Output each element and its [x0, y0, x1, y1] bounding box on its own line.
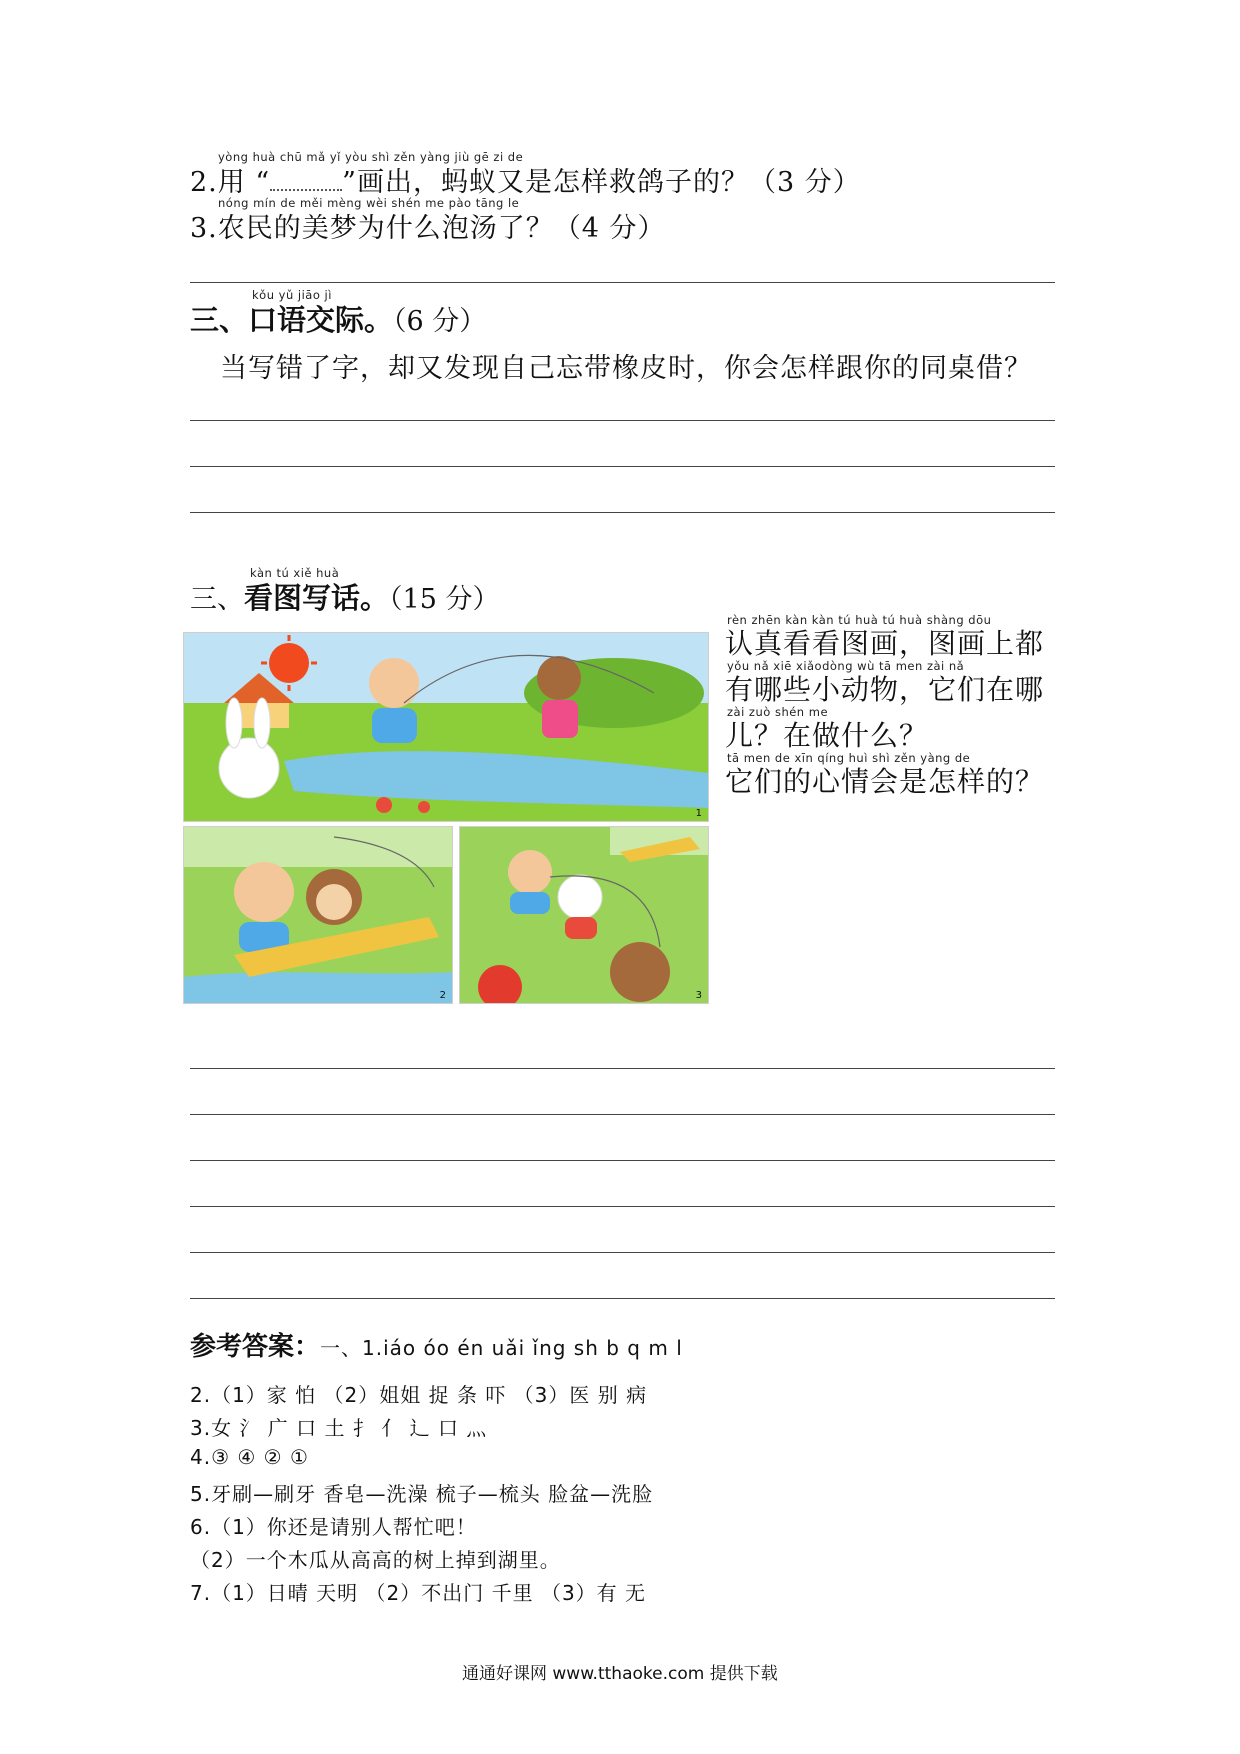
hint-line-3: 儿？在做什么？	[725, 719, 929, 752]
hint-pinyin-1: rèn zhēn kàn kàn tú huà tú huà shàng dōu	[727, 613, 992, 627]
answers-title: 参考答案：	[190, 1332, 321, 1362]
question-2-post: ”画出，蚂蚁又是怎样救鸽子的？（3 分）	[342, 167, 861, 198]
illustration-scene-2	[184, 827, 452, 1003]
panel-number: 2	[439, 990, 446, 1001]
writing-line	[190, 1160, 1055, 1161]
section-title: 看图写话。	[244, 581, 390, 615]
oral-pinyin: kǒu yǔ jiāo jì	[252, 288, 332, 302]
illustration-scene-1	[184, 633, 708, 821]
hint-line-2: 有哪些小动物，它们在哪	[725, 673, 1045, 706]
panel-number: 3	[695, 990, 702, 1001]
answer-line: （2）一个木瓜从高高的树上掉到湖里。	[190, 1548, 561, 1572]
picture-pinyin: kàn tú xiě huà	[250, 566, 340, 580]
panel-number: 1	[695, 808, 702, 819]
section-prefix: 三、	[190, 584, 244, 615]
hint-pinyin-4: tā men de xīn qíng huì shì zěn yàng de	[727, 751, 971, 765]
answer-line	[190, 420, 1055, 421]
answer-line: 6.（1）你还是请别人帮忙吧！	[190, 1515, 477, 1539]
answer-line: 7.（1）日晴 天明 （2）不出门 千里 （3）有 无	[190, 1581, 647, 1605]
section-title: 口语交际。	[248, 303, 394, 337]
hint-line-4: 它们的心情会是怎样的？	[725, 765, 1045, 798]
hint-pinyin-3: zài zuò shén me	[727, 705, 829, 719]
q2-pinyin: yòng huà chū mǎ yǐ yòu shì zěn yàng jiù gē zi de	[218, 150, 524, 164]
section-score: （6 分）	[393, 306, 487, 337]
illustration-scene-3	[460, 827, 708, 1003]
hint-pinyin-2: yǒu nǎ xiē xiǎodòng wù tā men zài nǎ	[727, 659, 965, 673]
writing-line	[190, 1298, 1055, 1299]
section-picture-heading	[190, 576, 499, 617]
answers-heading	[190, 1326, 683, 1363]
answer-line: 4.③ ④ ② ①	[190, 1445, 309, 1469]
section-oral-heading	[190, 298, 486, 339]
writing-line	[190, 1068, 1055, 1069]
illustration-panel-1	[183, 632, 709, 822]
question-3: 3.农民的美梦为什么泡汤了？（4 分）	[190, 213, 666, 244]
writing-line	[190, 1252, 1055, 1253]
writing-line	[190, 1206, 1055, 1207]
oral-prompt: 当写错了字，却又发现自己忘带橡皮时，你会怎样跟你的同桌借？	[220, 353, 1032, 384]
answer-line-1: 一、1.iáo óo én uǎi ǐng sh b q m l	[320, 1336, 683, 1360]
answer-line	[190, 466, 1055, 467]
q3-pinyin: nóng mín de měi mèng wèi shén me pào tāng le	[218, 196, 520, 210]
section-score: （15 分）	[389, 584, 500, 615]
page-footer: 通通好课网 www.tthaoke.com 提供下载	[462, 1664, 778, 1684]
answer-line: 5.牙刷—刷牙 香皂—洗澡 梳子—梳头 脸盆—洗脸	[190, 1482, 654, 1506]
hint-line-1: 认真看看图画，图画上都	[725, 627, 1045, 660]
question-2-pre: 2.用 “	[190, 167, 271, 198]
answer-line	[190, 512, 1055, 513]
wavy-underline-blank	[270, 171, 342, 191]
answer-line	[190, 282, 1055, 283]
section-prefix: 三、	[190, 303, 249, 337]
illustration-panel-2	[183, 826, 453, 1004]
answer-line: 2.（1）家 怕 （2）姐姐 捉 条 吓 （3）医 别 病	[190, 1383, 648, 1407]
writing-line	[190, 1114, 1055, 1115]
question-2	[190, 160, 861, 199]
illustration-panel-3	[459, 826, 709, 1004]
answer-line: 3.女 氵 广 口 土 扌 亻 辶 口 灬	[190, 1416, 488, 1440]
